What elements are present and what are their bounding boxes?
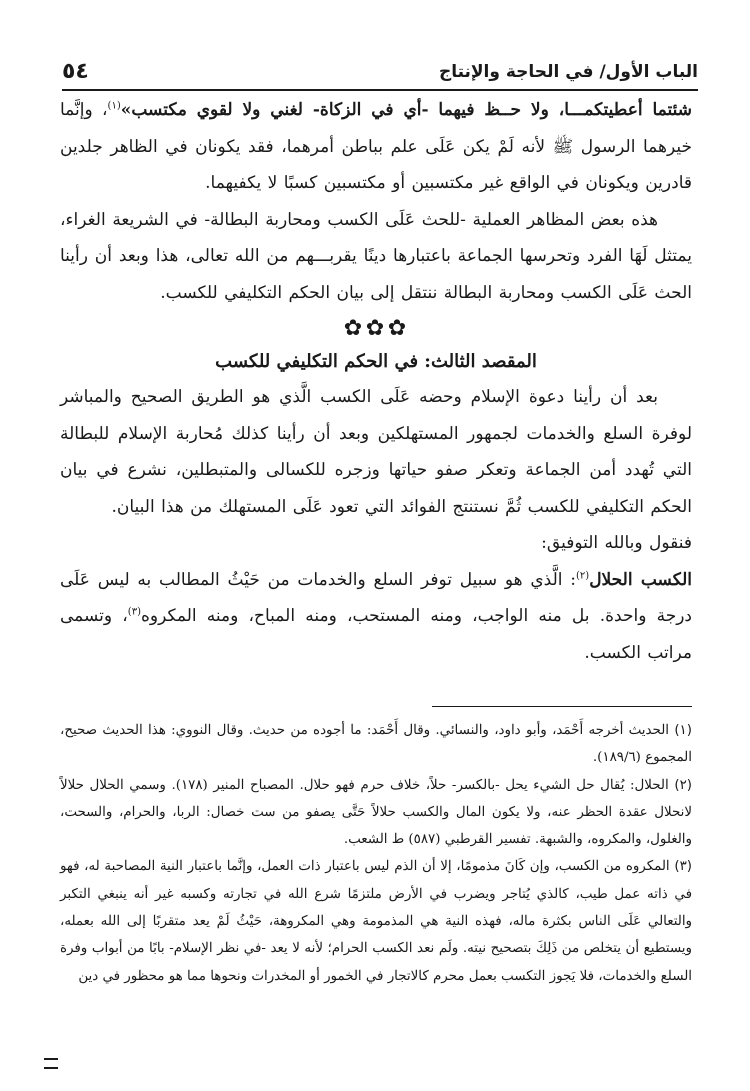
footnote-1 [60, 717, 692, 772]
paragraph-3: بعد أن رأينا دعوة الإسلام وحضه عَلَى الكسب الَّذي هو الطريق الصحيح والمباشر لوفرة السلع والخدمات لجمهور المستهلكين وبعد أن رأينا كذلك مُحاربة الإسلام للبطالة التي تُهدد أمن الجماعة وتعكر صفو حياتها وزجره للكسالى والمتبطلين، نشرع في بيان الحكم التكليفي للكسب ثُمَّ نستنتج الفوائد التي تعود عَلَى المستهلك من هذا البيان. [60, 387, 692, 517]
paragraph-5-end: ، وتسمى مراتب الكسب. [60, 606, 692, 663]
paragraph-2: هذه بعض المظاهر العملية -للحث عَلَى الكسب ومحاربة البطالة- في الشريعة الغراء، يمتثل لَهَا الفرد وتحرسها الجماعة باعتبارها دينًا يقربـــهم من الله تعالى، هذا وبعد أن رأينا الحث عَلَى الكسب ومحاربة البطالة ننتقل إلى بيان الحكم التكليفي للكسب. [60, 209, 692, 303]
flower-ornament-icon: ✿ [365, 316, 387, 341]
footnote-3 [60, 853, 692, 989]
hadith-quote: شئتما أعطيتكمـــا، ولا حــظ فيهما -أي في الزكاة- لغني ولا لقوي مكتسب» [120, 100, 693, 120]
footnote-ref-1: (١) [107, 100, 121, 112]
paragraph-4: فنقول وبالله التوفيق: [541, 533, 692, 553]
main-text [60, 92, 692, 671]
footnote-divider [432, 706, 692, 707]
footnote-number: (١) [674, 723, 692, 738]
footnote-text: المكروه من الكسب، وإن كَانَ مذمومًا، إلا أن الذم ليس باعتبار ذات العمل، وإنَّما باعتبار النية المصاحبة له، فهو في ذاته عمل طيب، كالذي يُتاجر ويضرب في الأرض ملتزمًا شرع الله في تجارته وكسبه غير أنه ينبغي التكبر والتعالي عَلَى الناس بكثرة ماله، فهذه النية هي المذمومة وهي المكروهة، حَيْثُ لَمْ يعد متقربًا إلى الله بعمله، ويستطيع أن يتخلص من ذَلِكَ بتصحيح نيته. ولَم نعد الكسب الحرام؛ لأنه لا يعد -في نظر الإسلام- بابًا من أبواب وفرة السلع والخدمات، فلا يَجوز التكسب بعمل محرم كالاتجار في الخمور أو المخدرات ونحوها مما هو محظور في دين [60, 859, 692, 984]
footnote-ref-3: (٣) [127, 606, 141, 618]
footnote-text: الحلال: يُقال حل الشيء يحل -بالكسر- حلاً، خلاف حرم فهو حلال. المصباح المنير (١٧٨). وسمي الحلال حلالاً لانحلال عقدة الحظر عنه، ولا يكون المال والكسب حلالاً حَتَّى يصفو من ست خصال: الربا، والحرام، والسحت، والغلول، والمكروه، والشبهة. تفسير القرطبي (٥٨٧) ط الشعب. [60, 777, 692, 848]
footnotes [60, 696, 692, 990]
footnote-text: الحديث أخرجه أَحْمَد، وأبو داود، والنسائي. وقال أَحْمَد: ما أجوده من حديث. وقال النووي: هذا الحديث صحيح، المجموع (١٨٩/٦). [60, 723, 692, 766]
footnote-ref-2: (٢) [576, 569, 590, 581]
page-number: ٥٤ [62, 59, 89, 84]
paragraph-5 [60, 562, 692, 672]
flower-ornament-icon: ✿ [387, 316, 409, 341]
defined-term: الكسب الحلال [589, 569, 692, 590]
paragraph-1 [60, 92, 692, 202]
paragraph-1-text: ، وإنَّما خيرهما الرسول ﷺ لأنه لَمْ يكن عَلَى علم بباطن أمرهما، فقد يكونان في الظاهر جلدين قادرين ويكونان في الواقع غير مكتسبين أو مكتسبين كسبًا لا يكفيهما. [60, 100, 692, 193]
running-title: الباب الأول/ في الحاجة والإنتاج [438, 62, 698, 82]
section-ornament [60, 313, 692, 345]
flower-ornament-icon: ✿ [343, 316, 365, 341]
footnote-number: (٣) [674, 859, 692, 875]
section-heading: المقصد الثالث: في الحكم التكليفي للكسب [215, 351, 537, 372]
paragraph-5-text: : الَّذي هو سبيل توفر السلع والخدمات من حَيْثُ المطالب به ليس عَلَى درجة واحدة. بل منه الواجب، ومنه المستحب، ومنه المباح، ومنه المكروه [60, 569, 692, 626]
continuation-mark [44, 1058, 58, 1069]
page-header [62, 52, 698, 91]
footnote-number: (٢) [674, 777, 692, 793]
footnote-2 [60, 772, 692, 854]
